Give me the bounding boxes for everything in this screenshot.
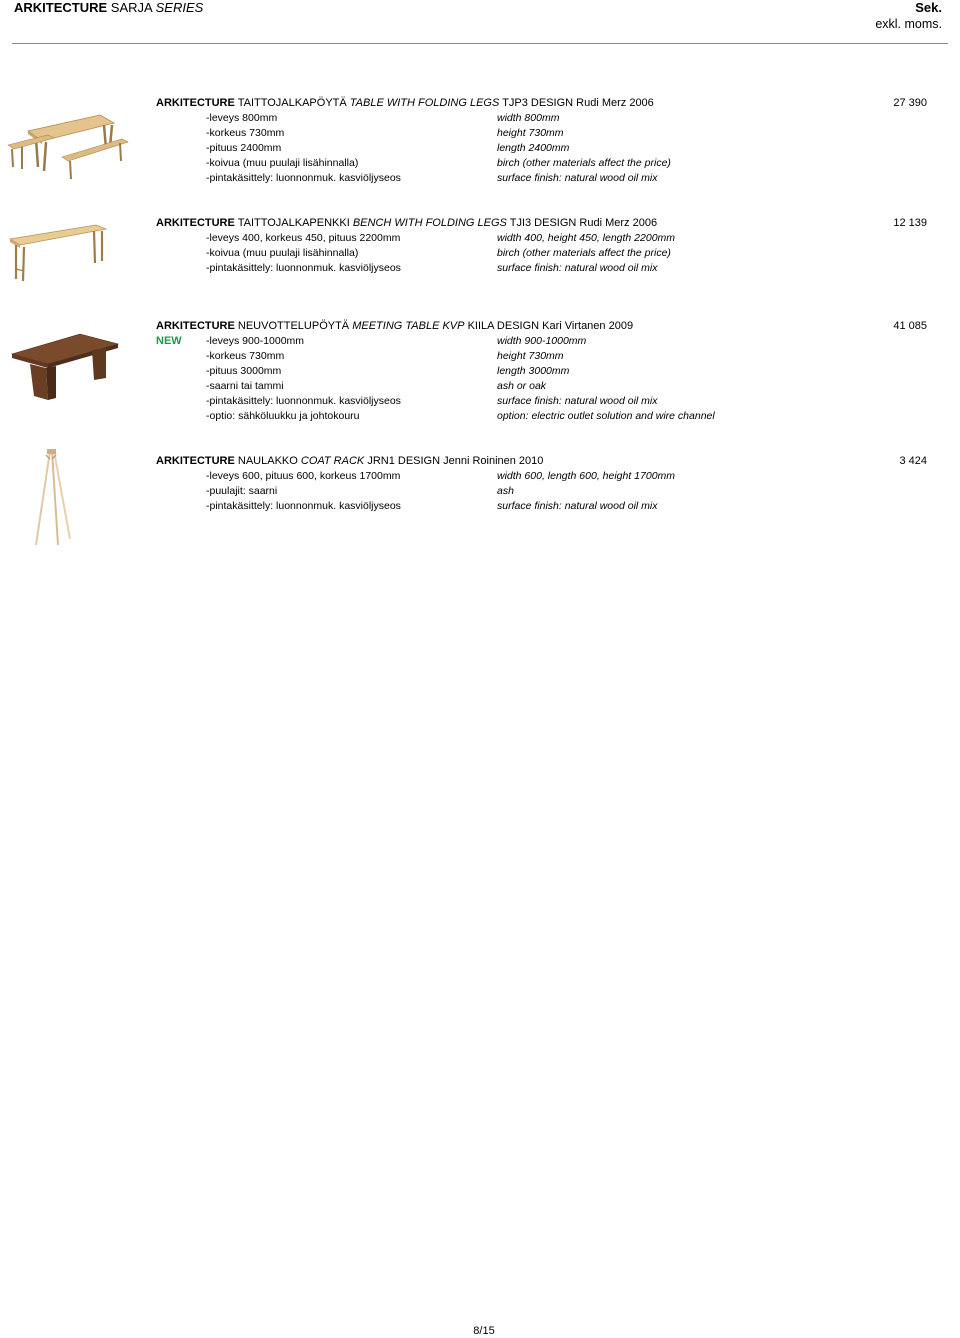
brand-name: ARKITECTURE: [14, 0, 108, 15]
page-footer: [0, 1325, 960, 1337]
spec-en: length 2400mm: [497, 142, 570, 154]
spec-fi: -pituus 3000mm: [206, 365, 282, 377]
spec-fi: -pintakäsittely: luonnonmuk. kasviöljyseos: [206, 500, 401, 512]
tax-note: exkl. moms.: [875, 17, 942, 31]
spec-fi: -pintakäsittely: luonnonmuk. kasviöljyseos: [206, 262, 401, 274]
product-name-fi: TAITTOJALKAPÖYTÄ: [237, 97, 347, 109]
spec-en: ash: [497, 485, 514, 497]
spec-fi: -korkeus 730mm: [206, 127, 285, 139]
spec-en: length 3000mm: [497, 365, 570, 377]
spec-en: width 800mm: [497, 112, 560, 124]
spec-fi: -korkeus 730mm: [206, 350, 285, 362]
spec-en: option: electric outlet solution and wire channel: [497, 410, 715, 422]
spec-fi: -leveys 400, korkeus 450, pituus 2200mm: [206, 232, 401, 244]
new-badge: NEW: [156, 335, 182, 347]
spec-en: surface finish: natural wood oil mix: [497, 395, 658, 407]
product-name-en: BENCH WITH FOLDING LEGS: [352, 217, 507, 229]
product-code-design: KIILA DESIGN Kari Virtanen 2009: [467, 320, 634, 332]
product-price: 12 139: [893, 217, 927, 229]
spec-en: width 900-1000mm: [497, 335, 587, 347]
product-brand: ARKITECTURE: [156, 320, 235, 332]
page-title: [14, 0, 203, 15]
spec-en: birch (other materials affect the price): [497, 247, 671, 259]
series-en: SERIES: [155, 0, 204, 15]
coat-rack-image: [30, 447, 80, 549]
product-price: 41 085: [893, 320, 927, 332]
product-title: [156, 455, 543, 467]
spec-fi: -optio: sähköluukku ja johtokouru: [206, 410, 360, 422]
folding-table-with-benches-image: [4, 105, 130, 181]
spec-fi: -leveys 800mm: [206, 112, 278, 124]
spec-en: surface finish: natural wood oil mix: [497, 500, 658, 512]
spec-fi: -pituus 2400mm: [206, 142, 282, 154]
spec-en: width 400, height 450, length 2200mm: [497, 232, 676, 244]
product-title: [156, 320, 633, 332]
product-code-design: JRN1 DESIGN Jenni Roininen 2010: [367, 455, 544, 467]
spec-en: surface finish: natural wood oil mix: [497, 172, 658, 184]
spec-fi: -puulajit: saarni: [206, 485, 278, 497]
product-price: 3 424: [899, 455, 927, 467]
currency-label: Sek.: [915, 0, 942, 15]
product-price: 27 390: [893, 97, 927, 109]
spec-fi: -leveys 900-1000mm: [206, 335, 305, 347]
series-fi: SARJA: [110, 0, 152, 15]
product-code-design: TJP3 DESIGN Rudi Merz 2006: [502, 97, 654, 109]
price-column-header: [875, 0, 942, 32]
spec-en: width 600, length 600, height 1700mm: [497, 470, 676, 482]
product-title: [156, 217, 657, 229]
spec-en: height 730mm: [497, 350, 564, 362]
spec-fi: -koivua (muu puulaji lisähinnalla): [206, 247, 359, 259]
spec-en: surface finish: natural wood oil mix: [497, 262, 658, 274]
product-code-design: TJI3 DESIGN Rudi Merz 2006: [509, 217, 658, 229]
product-brand: ARKITECTURE: [156, 217, 235, 229]
spec-en: height 730mm: [497, 127, 564, 139]
spec-fi: -koivua (muu puulaji lisähinnalla): [206, 157, 359, 169]
product-name-fi: TAITTOJALKAPENKKI: [237, 217, 350, 229]
product-name-fi: NEUVOTTELUPÖYTÄ: [237, 320, 350, 332]
product-title: [156, 97, 654, 109]
spec-en: birch (other materials affect the price): [497, 157, 671, 169]
product-brand: ARKITECTURE: [156, 97, 235, 109]
spec-fi: -leveys 600, pituus 600, korkeus 1700mm: [206, 470, 401, 482]
spec-fi: -pintakäsittely: luonnonmuk. kasviöljyseos: [206, 395, 401, 407]
product-name-en: MEETING TABLE KVP: [352, 320, 465, 332]
page-number: 8/15: [473, 1325, 495, 1337]
spec-en: ash or oak: [497, 380, 547, 392]
header-divider: [12, 43, 948, 44]
spec-fi: -saarni tai tammi: [206, 380, 284, 392]
folding-bench-image: [4, 223, 110, 285]
spec-fi: -pintakäsittely: luonnonmuk. kasviöljyseos: [206, 172, 401, 184]
product-name-en: TABLE WITH FOLDING LEGS: [349, 97, 500, 109]
product-brand: ARKITECTURE: [156, 455, 235, 467]
product-name-fi: NAULAKKO: [237, 455, 298, 467]
meeting-table-image: [8, 328, 120, 400]
product-name-en: COAT RACK: [300, 455, 365, 467]
